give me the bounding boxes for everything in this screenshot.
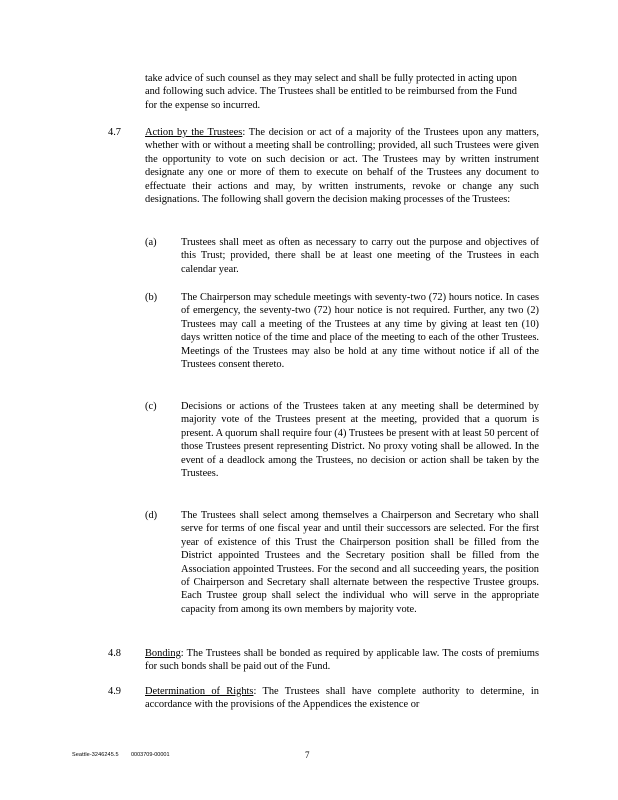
subitem-label-b: (b) [145, 292, 158, 303]
section-number-4-8: 4.8 [108, 648, 121, 659]
section-number-4-7: 4.7 [108, 127, 121, 138]
section-body: : The decision or act of a majority of the Trustees upon any matters, whether with or without a meeting shall be controlling; provided, all such Trustees were given the opportunity to vote on such decision or act. The Trustees may by written instrument designate any one or more of them to execute on behalf of the Trustees any document to effectuate their actions and may, by written instruments, revoke or change any such designations. The following shall govern the decision making processes of the Trustees: [145, 127, 539, 206]
continuation-paragraph: take advice of such counsel as they may select and shall be fully protected in acting upon and following such advice. The Trustees shall be entitled to be reimbursed from the Fund for the expense so incurred. [145, 73, 517, 111]
section-heading: Action by the Trustees [145, 127, 243, 138]
section-4-7-paragraph [145, 126, 539, 206]
subitem-a-text: Trustees shall meet as often as necessary to carry out the purpose and objectives of this Trust; provided, there shall be at least one meeting of the Trustees in each calendar year. [181, 237, 539, 275]
section-4-8-paragraph [145, 647, 539, 674]
footer-doc-id: Seattle-3246245.5 [72, 752, 119, 758]
subitem-label-d: (d) [145, 510, 158, 521]
page-number: 7 [305, 750, 310, 760]
subitem-c-text: Decisions or actions of the Trustees taken at any meeting shall be determined by majority vote of the Trustees present at the meeting, provided that a quorum is present. A quorum shall require four (4) Trustees be present with at least 50 percent of those Trustees present representing District. No proxy voting shall be allowed. In the event of a deadlock among the Trustees, no decision or action shall be taken by the Trustees. [181, 401, 539, 480]
subitem-b-text: The Chairperson may schedule meetings with seventy-two (72) hours notice. In cases of emergency, the seventy-two (72) hour notice is not required. Further, any two (2) Trustees may call a meeting of the Trustees at any time by giving at least ten (10) days written notice of the time and place of the meeting to each of the other Trustees. Meetings of the Trustees may also be hold at any time without notice if all of the Trustees consent thereto. [181, 292, 539, 371]
section-body: : The Trustees shall be bonded as required by applicable law. The costs of premiums for such bonds shall be paid out of the Fund. [145, 648, 539, 673]
section-body: : The Trustees shall have complete authority to determine, in accordance with the provisions of the Appendices the existence or [145, 686, 539, 711]
footer-matter-code: 0003709-00001 [131, 752, 170, 758]
section-heading: Determination of Rights [145, 686, 254, 697]
section-heading: Bonding [145, 648, 181, 659]
subitem-d-text: The Trustees shall select among themselves a Chairperson and Secretary who shall serve for terms of one fiscal year and until their successors are selected. For the first year of existence of this Trust the Chairperson position shall be filled from the District appointed Trustees and the Secretary position shall be filled from the Association appointed Trustees. For the second and all succeeding years, the position of Chairperson and Secretary shall alternate between the respective Trustee groups. Each Trustee group shall select the individual who will serve in the appropriate capacity from among its own members by majority vote. [181, 510, 539, 615]
section-4-9-paragraph [145, 685, 539, 712]
subitem-label-a: (a) [145, 237, 157, 248]
section-number-4-9: 4.9 [108, 686, 121, 697]
subitem-label-c: (c) [145, 401, 157, 412]
